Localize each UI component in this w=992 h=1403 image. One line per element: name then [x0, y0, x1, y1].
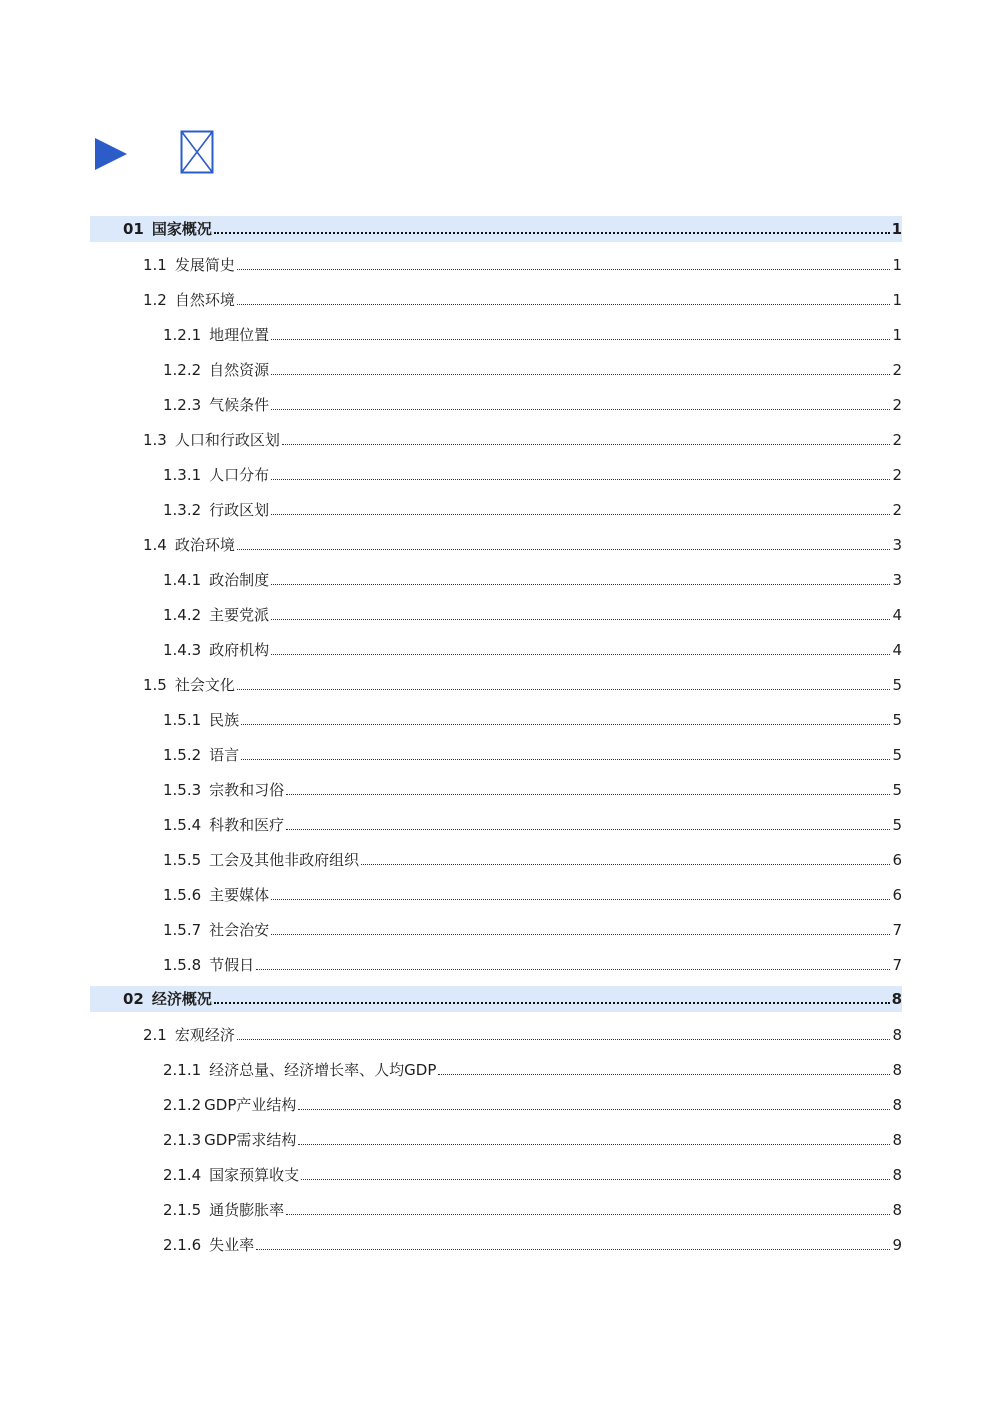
toc-page-number: 8	[892, 1025, 902, 1044]
toc-entry	[90, 430, 902, 450]
dot-leader	[271, 899, 890, 900]
toc-entry-number: 1.4.3	[163, 640, 202, 659]
dot-leader	[271, 409, 890, 410]
toc-entry-row[interactable]	[90, 807, 902, 842]
toc-entry-number: 2.1.2	[163, 1095, 202, 1114]
toc-entry	[90, 710, 902, 730]
toc-entry-row[interactable]	[90, 597, 902, 632]
toc-page-number: 1	[892, 255, 902, 274]
toc-entry	[90, 885, 902, 905]
toc-entry	[90, 360, 902, 380]
dot-leader	[298, 1109, 890, 1110]
toc-entry	[90, 255, 902, 275]
toc-entry-title: 人口和行政区划	[174, 430, 280, 449]
toc-entry-number: 1.4.2	[163, 605, 202, 624]
toc-entry-title: 自然资源	[209, 360, 270, 379]
toc-entry	[90, 605, 902, 625]
toc-entry-number: 2.1.6	[163, 1235, 202, 1254]
toc-entry-number: 2.1.1	[163, 1060, 202, 1079]
dot-leader	[282, 444, 891, 445]
toc-entry-title: 失业率	[209, 1235, 255, 1254]
toc-entry-number: 1.2.2	[163, 360, 202, 379]
toc-entry	[90, 290, 902, 310]
toc-entry-title: 社会治安	[209, 920, 270, 939]
toc-entry	[90, 465, 902, 485]
toc-entry-number: 1.5.7	[163, 920, 202, 939]
toc-entry-number: 1.3	[143, 430, 167, 449]
toc-entry-row[interactable]	[90, 772, 902, 807]
dot-leader	[237, 269, 891, 270]
toc-page-number: 8	[892, 1060, 902, 1079]
toc-page-number: 5	[892, 780, 902, 799]
toc-entry-number: 1.4	[143, 535, 167, 554]
toc-entry	[90, 325, 902, 345]
toc-page-number: 6	[892, 885, 902, 904]
toc-entry-title: 政府机构	[209, 640, 270, 659]
toc-entry-row[interactable]	[90, 1122, 902, 1157]
toc-entry	[90, 1095, 902, 1115]
toc-entry-number: 1.2	[143, 290, 167, 309]
toc-entry-row[interactable]	[90, 562, 902, 597]
toc-entry-number: 1.5.5	[163, 850, 202, 869]
toc-page-number: 9	[892, 1235, 902, 1254]
toc-page-number: 4	[892, 640, 902, 659]
toc-entry-number: 2.1.3	[163, 1130, 202, 1149]
toc-page-number: 8	[892, 1200, 902, 1219]
dot-leader	[237, 689, 891, 690]
toc-page-number: 8	[892, 1165, 902, 1184]
toc-entry-title: 国家概况	[151, 220, 212, 238]
toc-entry-title: GDP产业结构	[204, 1095, 297, 1114]
toc-entry-number: 1.5.2	[163, 745, 202, 764]
dot-leader	[237, 304, 891, 305]
toc-entry	[90, 640, 902, 660]
dot-leader	[214, 1002, 890, 1004]
toc-entry	[90, 535, 902, 555]
toc-entry-title: 社会文化	[174, 675, 235, 694]
dot-leader	[271, 479, 890, 480]
toc-entry	[90, 815, 902, 835]
dot-leader	[301, 1179, 890, 1180]
toc-entry-row[interactable]	[90, 282, 902, 317]
toc-page-number: 5	[892, 745, 902, 764]
toc-entry-title: 行政区划	[209, 500, 270, 519]
toc-entry-title: 工会及其他非政府组织	[209, 850, 360, 869]
dot-leader	[214, 232, 890, 234]
toc-page-number: 7	[892, 955, 902, 974]
dot-leader	[237, 1039, 891, 1040]
toc-entry-number: 1.3.1	[163, 465, 202, 484]
toc-entry-number: 02	[123, 990, 144, 1008]
toc-entry-row[interactable]	[90, 1017, 902, 1052]
toc-entry-title: GDP需求结构	[204, 1130, 297, 1149]
toc-entry	[90, 1060, 902, 1080]
toc-chapter-row[interactable]	[90, 216, 902, 242]
toc-entry	[90, 1200, 902, 1220]
toc-entry-number: 1.5.8	[163, 955, 202, 974]
toc-page-number: 5	[892, 675, 902, 694]
toc-entry-title: 政治环境	[174, 535, 235, 554]
toc-entry-number: 2.1.4	[163, 1165, 202, 1184]
toc-entry-row[interactable]	[90, 422, 902, 457]
toc-entry-title: 人口分布	[209, 465, 270, 484]
dot-leader	[271, 374, 890, 375]
toc-page-number: 2	[892, 465, 902, 484]
dot-leader	[271, 584, 890, 585]
toc-entry-row[interactable]	[90, 527, 902, 562]
toc-entry-row[interactable]	[90, 702, 902, 737]
toc-entry-number: 1.2.3	[163, 395, 202, 414]
toc-entry-title: 地理位置	[209, 325, 270, 344]
dot-leader	[271, 934, 890, 935]
dot-leader	[241, 759, 890, 760]
toc-entry-title: 主要党派	[209, 605, 270, 624]
toc-entry-title: 语言	[209, 745, 240, 764]
toc-page-number: 8	[892, 1130, 902, 1149]
toc-entry-number: 1.5.3	[163, 780, 202, 799]
toc-page-number: 2	[892, 500, 902, 519]
toc-entry	[90, 1235, 902, 1255]
toc-entry-row[interactable]	[90, 247, 902, 282]
toc-entry-row[interactable]	[90, 1192, 902, 1227]
image-placeholder-icon	[180, 130, 214, 174]
toc-entry	[90, 850, 902, 870]
toc-page-number: 5	[892, 815, 902, 834]
toc-entry-title: 节假日	[209, 955, 255, 974]
toc-entry-row[interactable]	[90, 387, 902, 422]
toc-entry-row[interactable]	[90, 317, 902, 352]
toc-entry-title: 宗教和习俗	[209, 780, 285, 799]
toc-entry-row[interactable]	[90, 1087, 902, 1122]
toc-entry-row[interactable]	[90, 492, 902, 527]
dot-leader	[271, 619, 890, 620]
toc-page-number: 2	[892, 395, 902, 414]
toc-page-number: 3	[892, 570, 902, 589]
toc-entry-number: 01	[123, 220, 144, 238]
toc-entry-row[interactable]	[90, 457, 902, 492]
toc-entry	[90, 219, 902, 239]
toc-entry-title: 气候条件	[209, 395, 270, 414]
toc-entry-row[interactable]	[90, 1157, 902, 1192]
toc-entry-title: 发展简史	[174, 255, 235, 274]
toc-entry	[90, 1025, 902, 1045]
toc-entry	[90, 780, 902, 800]
toc-entry-title: 经济总量、经济增长率、人均GDP	[209, 1060, 437, 1079]
toc-entry-number: 1.5.1	[163, 710, 202, 729]
dot-leader	[256, 1249, 890, 1250]
toc-entry-row[interactable]	[90, 842, 902, 877]
toc-entry-title: 民族	[209, 710, 240, 729]
dot-leader	[241, 724, 890, 725]
dot-leader	[438, 1074, 890, 1075]
toc-entry-number: 1.5	[143, 675, 167, 694]
toc-entry-title: 国家预算收支	[209, 1165, 300, 1184]
toc-entry-title: 政治制度	[209, 570, 270, 589]
toc-entry-number: 1.5.6	[163, 885, 202, 904]
toc-page-number: 2	[892, 430, 902, 449]
toc-entry	[90, 1130, 902, 1150]
toc-entry-number: 1.2.1	[163, 325, 202, 344]
toc-page-number: 5	[892, 710, 902, 729]
toc-entry-number: 1.5.4	[163, 815, 202, 834]
toc-page-number: 8	[891, 990, 902, 1008]
toc-entry	[90, 570, 902, 590]
table-of-contents	[90, 212, 902, 1262]
toc-entry	[90, 395, 902, 415]
toc-entry-row[interactable]	[90, 632, 902, 667]
toc-entry-row[interactable]	[90, 877, 902, 912]
toc-entry-number: 1.1	[143, 255, 167, 274]
toc-page-number: 7	[892, 920, 902, 939]
toc-page-number: 6	[892, 850, 902, 869]
dot-leader	[256, 969, 890, 970]
play-icon	[95, 138, 127, 170]
dot-leader	[286, 794, 890, 795]
toc-page-number: 8	[892, 1095, 902, 1114]
toc-page-number: 1	[891, 220, 902, 238]
dot-leader	[361, 864, 890, 865]
dot-leader	[286, 829, 890, 830]
dot-leader	[237, 549, 891, 550]
toc-entry-title: 经济概况	[151, 990, 212, 1008]
toc-entry-title: 主要媒体	[209, 885, 270, 904]
header-icons	[95, 130, 225, 176]
toc-chapter-row[interactable]	[90, 986, 902, 1012]
toc-entry	[90, 500, 902, 520]
toc-entry-row[interactable]	[90, 737, 902, 772]
toc-entry	[90, 920, 902, 940]
toc-entry-row[interactable]	[90, 667, 902, 702]
toc-entry-row[interactable]	[90, 1227, 902, 1262]
toc-page-number: 1	[892, 290, 902, 309]
dot-leader	[271, 339, 890, 340]
toc-entry-title: 自然环境	[174, 290, 235, 309]
toc-entry	[90, 675, 902, 695]
toc-entry-number: 1.3.2	[163, 500, 202, 519]
toc-entry-row[interactable]	[90, 352, 902, 387]
toc-entry-row[interactable]	[90, 912, 902, 947]
toc-entry-row[interactable]	[90, 1052, 902, 1087]
toc-entry-row[interactable]	[90, 947, 902, 982]
dot-leader	[298, 1144, 890, 1145]
toc-entry-title: 通货膨胀率	[209, 1200, 285, 1219]
toc-entry-number: 2.1.5	[163, 1200, 202, 1219]
toc-page-number: 1	[892, 325, 902, 344]
toc-entry	[90, 955, 902, 975]
toc-page-number: 4	[892, 605, 902, 624]
toc-entry-title: 宏观经济	[174, 1025, 235, 1044]
dot-leader	[286, 1214, 890, 1215]
toc-entry-title: 科教和医疗	[209, 815, 285, 834]
toc-entry	[90, 745, 902, 765]
toc-entry	[90, 989, 902, 1009]
toc-page-number: 3	[892, 535, 902, 554]
dot-leader	[271, 654, 890, 655]
toc-entry-number: 1.4.1	[163, 570, 202, 589]
toc-entry	[90, 1165, 902, 1185]
toc-entry-number: 2.1	[143, 1025, 167, 1044]
toc-page-number: 2	[892, 360, 902, 379]
dot-leader	[271, 514, 890, 515]
